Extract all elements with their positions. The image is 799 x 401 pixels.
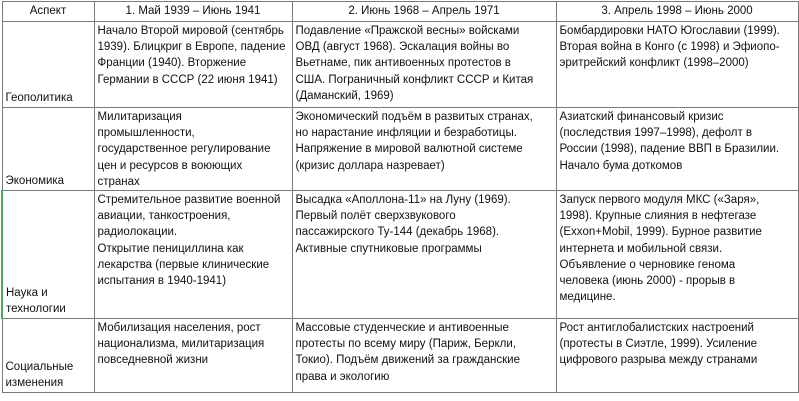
aspect-cell: [2, 22, 94, 108]
table-cell: [556, 22, 798, 108]
cell-line: (кризис доллара назревает): [295, 159, 445, 172]
table-cell: [94, 319, 292, 393]
cell-line: Экономический подъём в развитых странах,: [295, 111, 533, 123]
cell-line: Объявление о черновике генома: [559, 258, 736, 271]
cell-line: Мобилизация населения, рост: [97, 322, 261, 335]
cell-line: Франции (1940). Вторжение: [97, 57, 247, 70]
cell-line: Германии в СССР (22 июня 1941): [97, 73, 278, 86]
cell-line: права и экологию: [295, 370, 390, 383]
cell-line: национализма, милитаризация: [97, 338, 265, 351]
cell-line: Начало бума доткомов: [559, 159, 683, 172]
cell-line: медицине.: [559, 291, 616, 304]
table-row: [2, 191, 798, 319]
cell-line: цифрового разрыва между странами: [559, 354, 758, 367]
table-cell: [556, 108, 798, 191]
aspect-cell: [2, 191, 94, 319]
cell-line: лекарства (первые клинические: [97, 258, 270, 271]
cell-line: Запуск первого модуля МКС («Заря»,: [559, 194, 760, 207]
cell-line: Азиатский финансовый кризис: [559, 111, 724, 123]
aspect-cell: [2, 108, 94, 191]
cell-line: 1939). Блицкриг в Европе, падение: [97, 41, 286, 54]
aspect-label-line: изменения: [5, 376, 64, 389]
table-cell: [556, 319, 798, 393]
cell-line: Вторая война в Конго (с 1998) и Эфиопо-: [559, 41, 780, 54]
aspect-label: Экономика: [5, 174, 65, 187]
cell-line: испытания в 1940-1941): [97, 275, 227, 288]
header-row: [2, 2, 798, 22]
cell-line: (последствия 1997–1998), дефолт в: [559, 127, 753, 140]
comparison-table: [1, 1, 799, 393]
table-cell: [292, 108, 556, 191]
table-cell: [292, 191, 556, 319]
table-cell: [94, 22, 292, 108]
table-row: [2, 108, 798, 191]
cell-line: но нарастание инфляции и безработицы.: [295, 127, 517, 140]
cell-line: протесты по всему миру (Париж, Беркли,: [295, 338, 516, 351]
header-period-2: 2. Июнь 1968 – Апрель 1971: [292, 2, 556, 22]
table-row: [2, 319, 798, 393]
cell-line: эритрейский конфликт (1998–2000): [559, 57, 749, 70]
cell-line: государственное регулирование: [97, 143, 271, 156]
cell-line: (Даманский, 1969): [295, 89, 394, 102]
cell-line: Токио). Подъём движений за гражданские: [295, 354, 520, 367]
cell-line: Высадка «Аполлона-11» на Луну (1969).: [295, 194, 511, 207]
aspect-cell: [2, 319, 94, 393]
cell-line: Бомбардировки НАТО Югославии (1999).: [559, 25, 780, 37]
cell-line: промышленности,: [97, 127, 195, 140]
cell-line: человека (июнь 2000) - прорыв в: [559, 275, 736, 288]
cell-line: повседневной жизни: [97, 354, 209, 367]
table-cell: [94, 191, 292, 319]
table-cell: [292, 22, 556, 108]
header-period-1: 1. Май 1939 – Июнь 1941: [94, 2, 292, 22]
cell-line: Рост антиглобалистских настроений: [559, 322, 754, 335]
cell-line: авиации, танкостроения,: [97, 210, 231, 223]
header-period-3: 3. Апрель 1998 – Июнь 2000: [556, 2, 798, 22]
cell-line: Первый полёт сверхзвукового: [295, 210, 456, 223]
cell-line: России (1998), падение ВВП в Бразилии.: [559, 143, 780, 156]
table-row: [2, 22, 798, 108]
cell-line: ОВД (август 1968). Эскалация войны во: [295, 41, 510, 54]
cell-line: пассажирского Ту-144 (декабрь 1968).: [295, 226, 500, 239]
table-cell: [292, 319, 556, 393]
cell-line: Милитаризация: [97, 111, 182, 123]
cell-line: США. Пограничный конфликт СССР и Китая: [295, 73, 534, 86]
cell-line: Активные спутниковые программы: [295, 242, 482, 255]
aspect-label-line: технологии: [6, 302, 66, 315]
cell-line: Массовые студенческие и антивоенные: [295, 322, 509, 335]
aspect-label: Геополитика: [5, 91, 73, 104]
cell-line: (Exxon+Mobil, 1999). Бурное развитие: [559, 226, 762, 239]
cell-line: странах: [97, 175, 140, 188]
aspect-label-line: Социальные: [5, 360, 74, 373]
cell-line: Вьетнаме, пик антивоенных протестов в: [295, 57, 511, 70]
cell-line: 1998). Крупные слияния в нефтегазе: [559, 210, 757, 223]
cell-line: Напряжение в мировой валютной системе: [295, 143, 523, 156]
table-cell: [94, 108, 292, 191]
cell-line: Подавление «Пражской весны» войсками: [295, 25, 520, 37]
cell-line: радиолокации.: [97, 226, 178, 239]
cell-line: (протесты в Сиэтле, 1999). Усиление: [559, 338, 758, 351]
cell-line: Стремительное развитие военной: [97, 194, 281, 207]
table-cell: [556, 191, 798, 319]
cell-line: цен и ресурсов в воюющих: [97, 159, 243, 172]
cell-line: Начало Второй мировой (сентябрь: [97, 25, 284, 37]
header-aspect: Аспект: [2, 2, 94, 22]
aspect-label-line: Наука и: [6, 286, 48, 299]
cell-line: Открытие пенициллина как: [97, 242, 244, 255]
cell-line: интернета и мобильной связи.: [559, 242, 723, 255]
